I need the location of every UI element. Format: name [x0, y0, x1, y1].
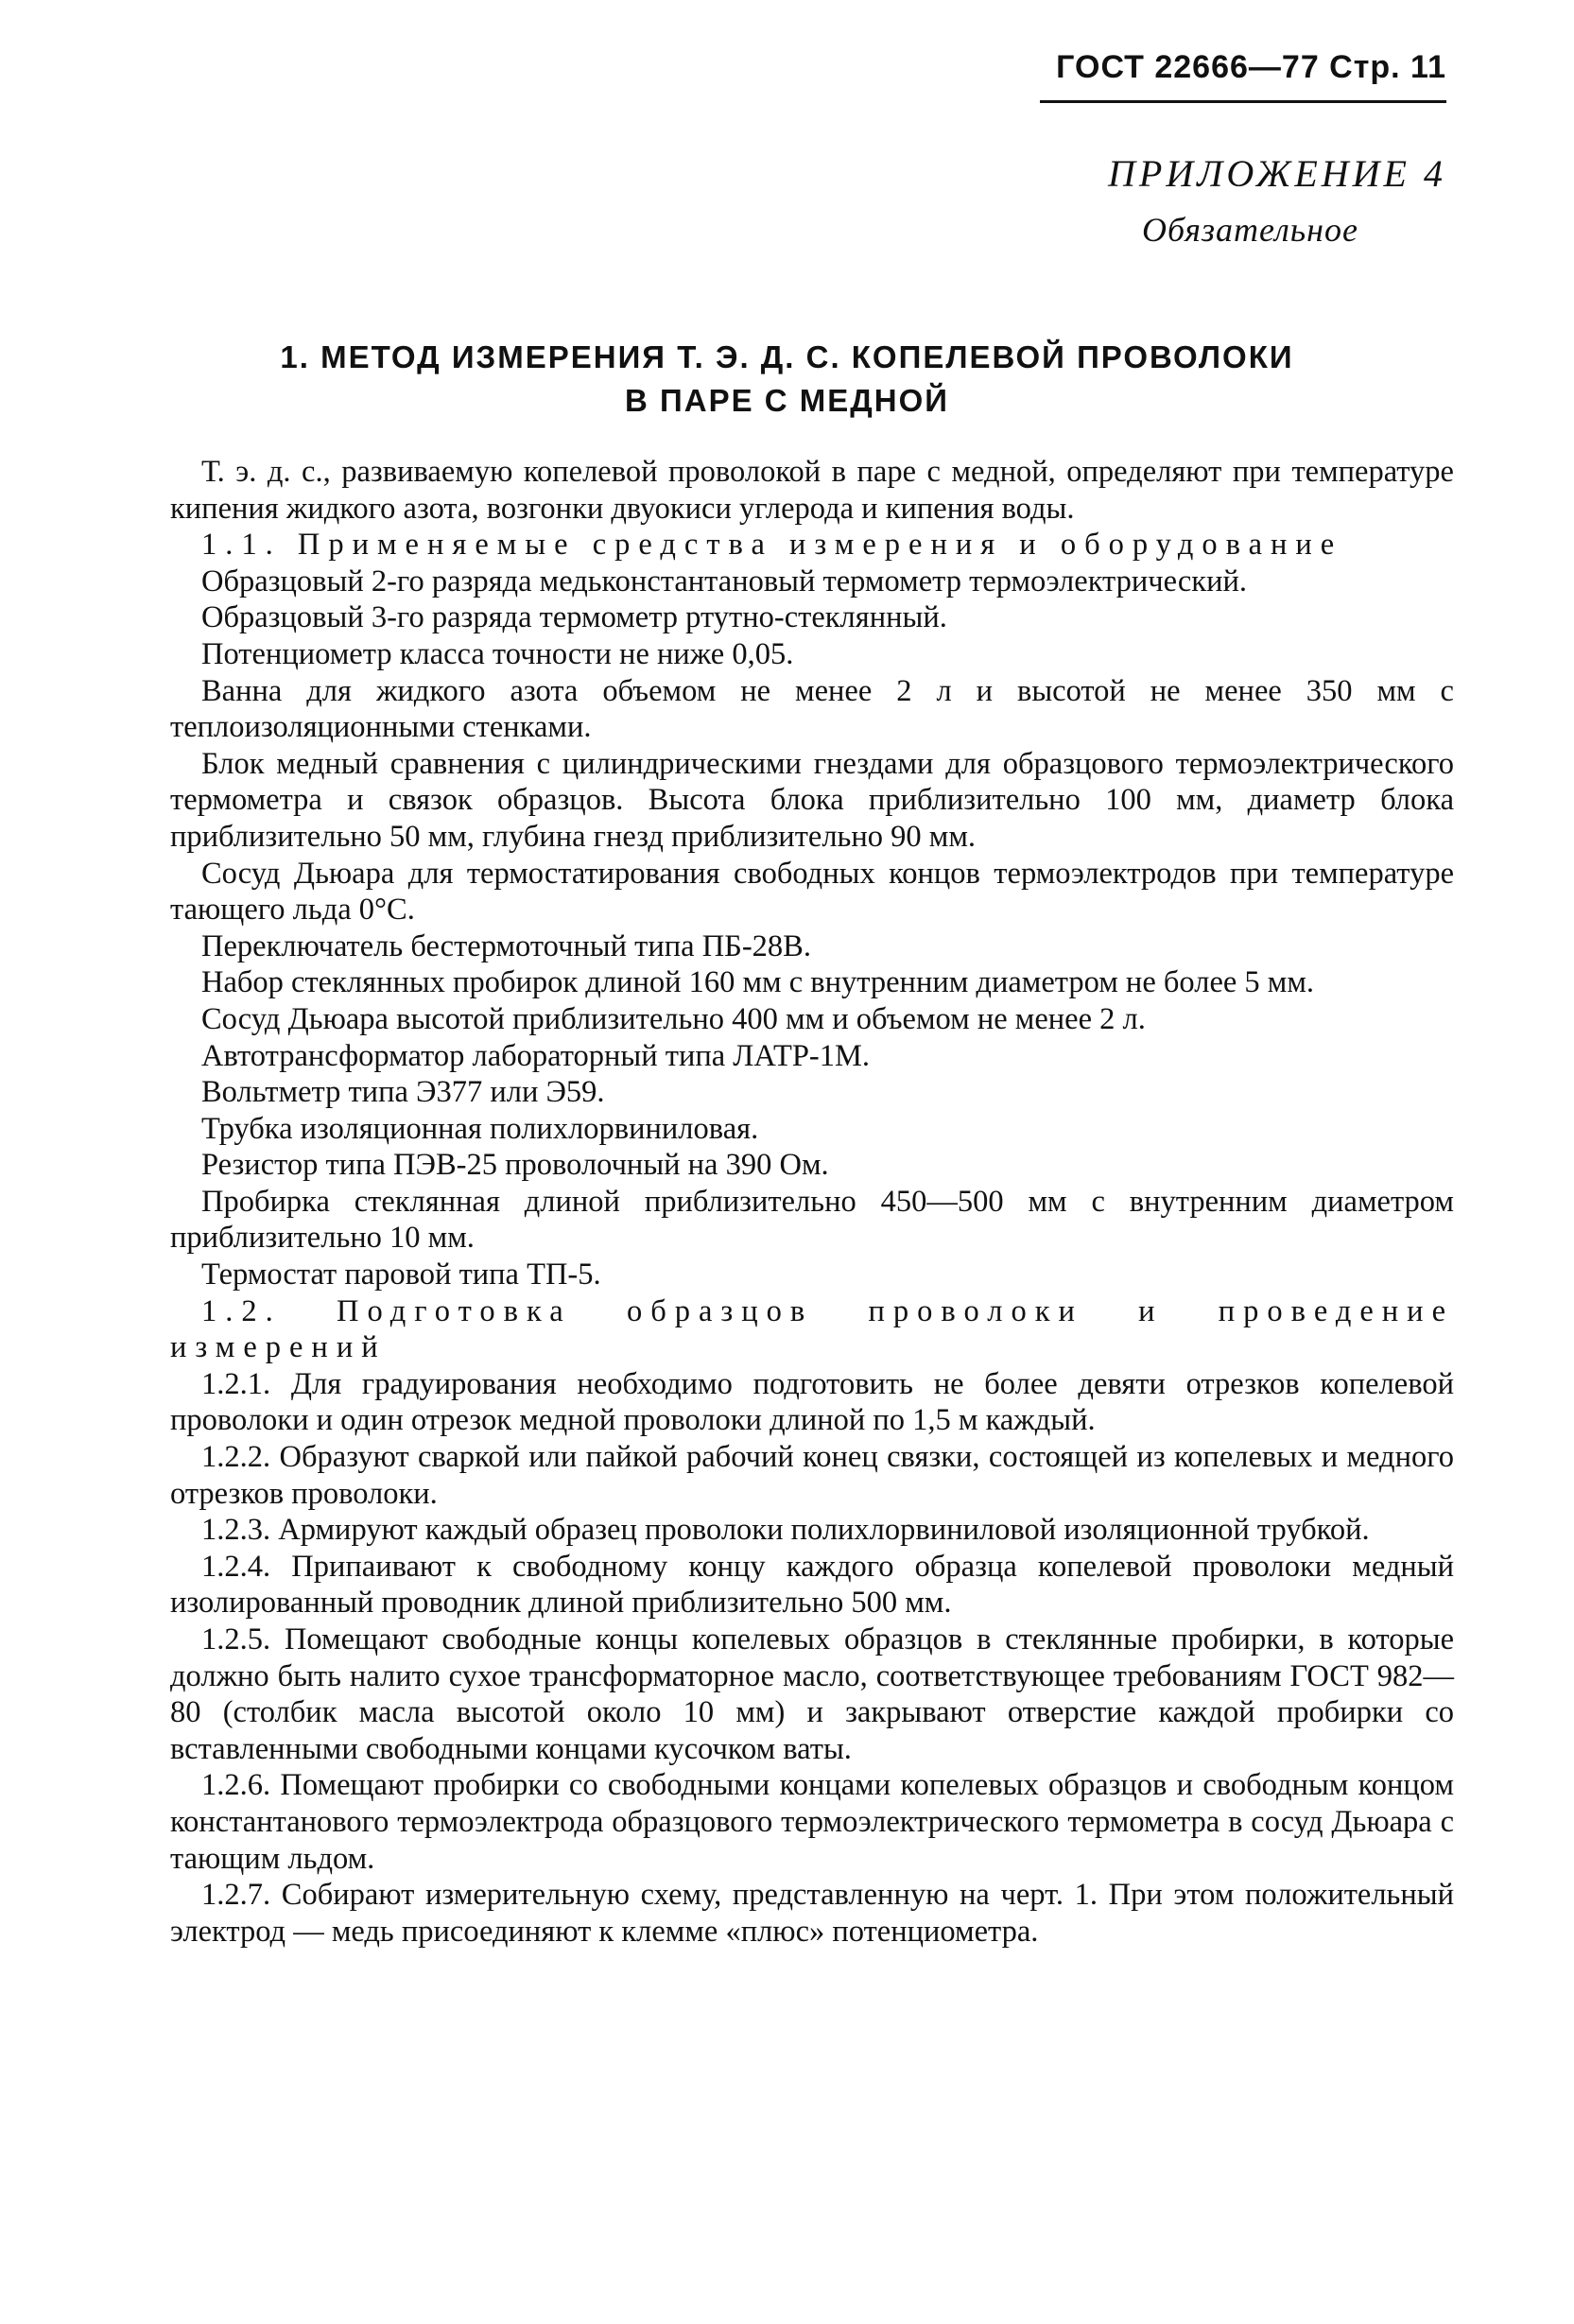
equipment-item: Блок медный сравнения с цилиндрическими гнездами для образцового термоэлектрического термометра и связок образцов. Высота блока приблизительно 100 мм, диаметр блока приблизительно 50 мм, глубина гнезд приблизительно 90 мм. — [170, 746, 1454, 854]
equipment-item: Ванна для жидкого азота объемом не менее 2 л и высотой не менее 350 мм с теплоизоляционными стенками. — [170, 673, 1454, 745]
header-rule — [1040, 100, 1446, 103]
equipment-item: Образцовый 3-го разряда термометр ртутно-стеклянный. — [201, 600, 947, 635]
subsection-heading-1-1: 1.1. Применяемые средства измерения и оборудование — [201, 528, 1343, 563]
equipment-item: Трубка изоляционная полихлорвиниловая. — [201, 1111, 759, 1146]
clause-1-2-3: 1.2.3. Армируют каждый образец проволоки полихлорвиниловой изоляционной трубкой. — [201, 1513, 1370, 1548]
appendix-label: ПРИЛОЖЕНИЕ 4 — [1108, 152, 1446, 195]
equipment-item: Потенциометр класса точности не ниже 0,05. — [201, 636, 794, 671]
document-body — [170, 454, 1454, 1950]
equipment-item: Сосуд Дьюара высотой приблизительно 400 мм и объемом не менее 2 л. — [201, 1001, 1146, 1036]
clause-1-2-1: 1.2.1. Для градуирования необходимо подготовить не более девяти отрезков копелевой проволоки и один отрезок медной проволоки длиной по 1,5 м каждый. — [170, 1366, 1454, 1438]
equipment-item: Образцовый 2-го разряда медьконстантановый термометр термоэлектрический. — [201, 564, 1247, 598]
equipment-item: Резистор типа ПЭВ-25 проволочный на 390 Ом. — [201, 1148, 829, 1183]
clause-1-2-2: 1.2.2. Образуют сваркой или пайкой рабочий конец связки, состоящей из копелевых и медного отрезков проволоки. — [170, 1440, 1454, 1511]
section-title — [170, 336, 1404, 423]
equipment-item: Набор стеклянных пробирок длиной 160 мм с внутренним диаметром не более 5 мм. — [201, 965, 1315, 1000]
page-header: ГОСТ 22666—77 Стр. 11 — [1056, 49, 1446, 85]
equipment-item: Сосуд Дьюара для термостатирования свободных концов термоэлектродов при температуре тающего льда 0°С. — [170, 856, 1454, 928]
appendix-status: Обязательное — [1142, 211, 1358, 249]
equipment-item: Термостат паровой типа ТП-5. — [201, 1257, 601, 1292]
clause-1-2-7: 1.2.7. Собирают измерительную схему, представленную на черт. 1. При этом положительный электрод — медь присоединяют к клемме «плюс» потенциометра. — [170, 1878, 1454, 1949]
equipment-item: Автотрансформатор лабораторный типа ЛАТР-1М. — [201, 1038, 870, 1073]
section-title-line1: 1. МЕТОД ИЗМЕРЕНИЯ Т. Э. Д. С. КОПЕЛЕВОЙ ПРОВОЛОКИ — [280, 339, 1294, 374]
equipment-item: Переключатель бестермоточный типа ПБ-28В. — [201, 928, 811, 963]
subsection-heading-1-2: 1.2. Подготовка образцов проволоки и проведение измерений — [170, 1293, 1454, 1365]
section-title-line2: В ПАРЕ С МЕДНОЙ — [625, 383, 949, 418]
equipment-item: Пробирка стеклянная длиной приблизительно 450—500 мм с внутренним диаметром приблизительно 10 мм. — [170, 1184, 1454, 1256]
clause-1-2-6: 1.2.6. Помещают пробирки со свободными концами копелевых образцов и свободным концом константанового термоэлектрода образцового термоэлектрического термометра в сосуд Дьюара с тающим льдом. — [170, 1768, 1454, 1876]
intro-paragraph: Т. э. д. с., развиваемую копелевой проволокой в паре с медной, определяют при температуре кипения жидкого азота, возгонки двуокиси углерода и кипения воды. — [170, 455, 1454, 526]
clause-1-2-4: 1.2.4. Припаивают к свободному концу каждого образца копелевой проволоки медный изолированный проводник длиной приблизительно 500 мм. — [170, 1549, 1454, 1621]
equipment-item: Вольтметр типа Э377 или Э59. — [201, 1075, 605, 1110]
clause-1-2-5: 1.2.5. Помещают свободные концы копелевых образцов в стеклянные пробирки, в которые должно быть налито сухое трансформаторное масло, соответствующее требованиям ГОСТ 982—80 (столбик масла высотой около 10 мм) и закрывают отверстие каждой пробирки со вставленными свободными концами кусочком ваты. — [170, 1622, 1454, 1766]
